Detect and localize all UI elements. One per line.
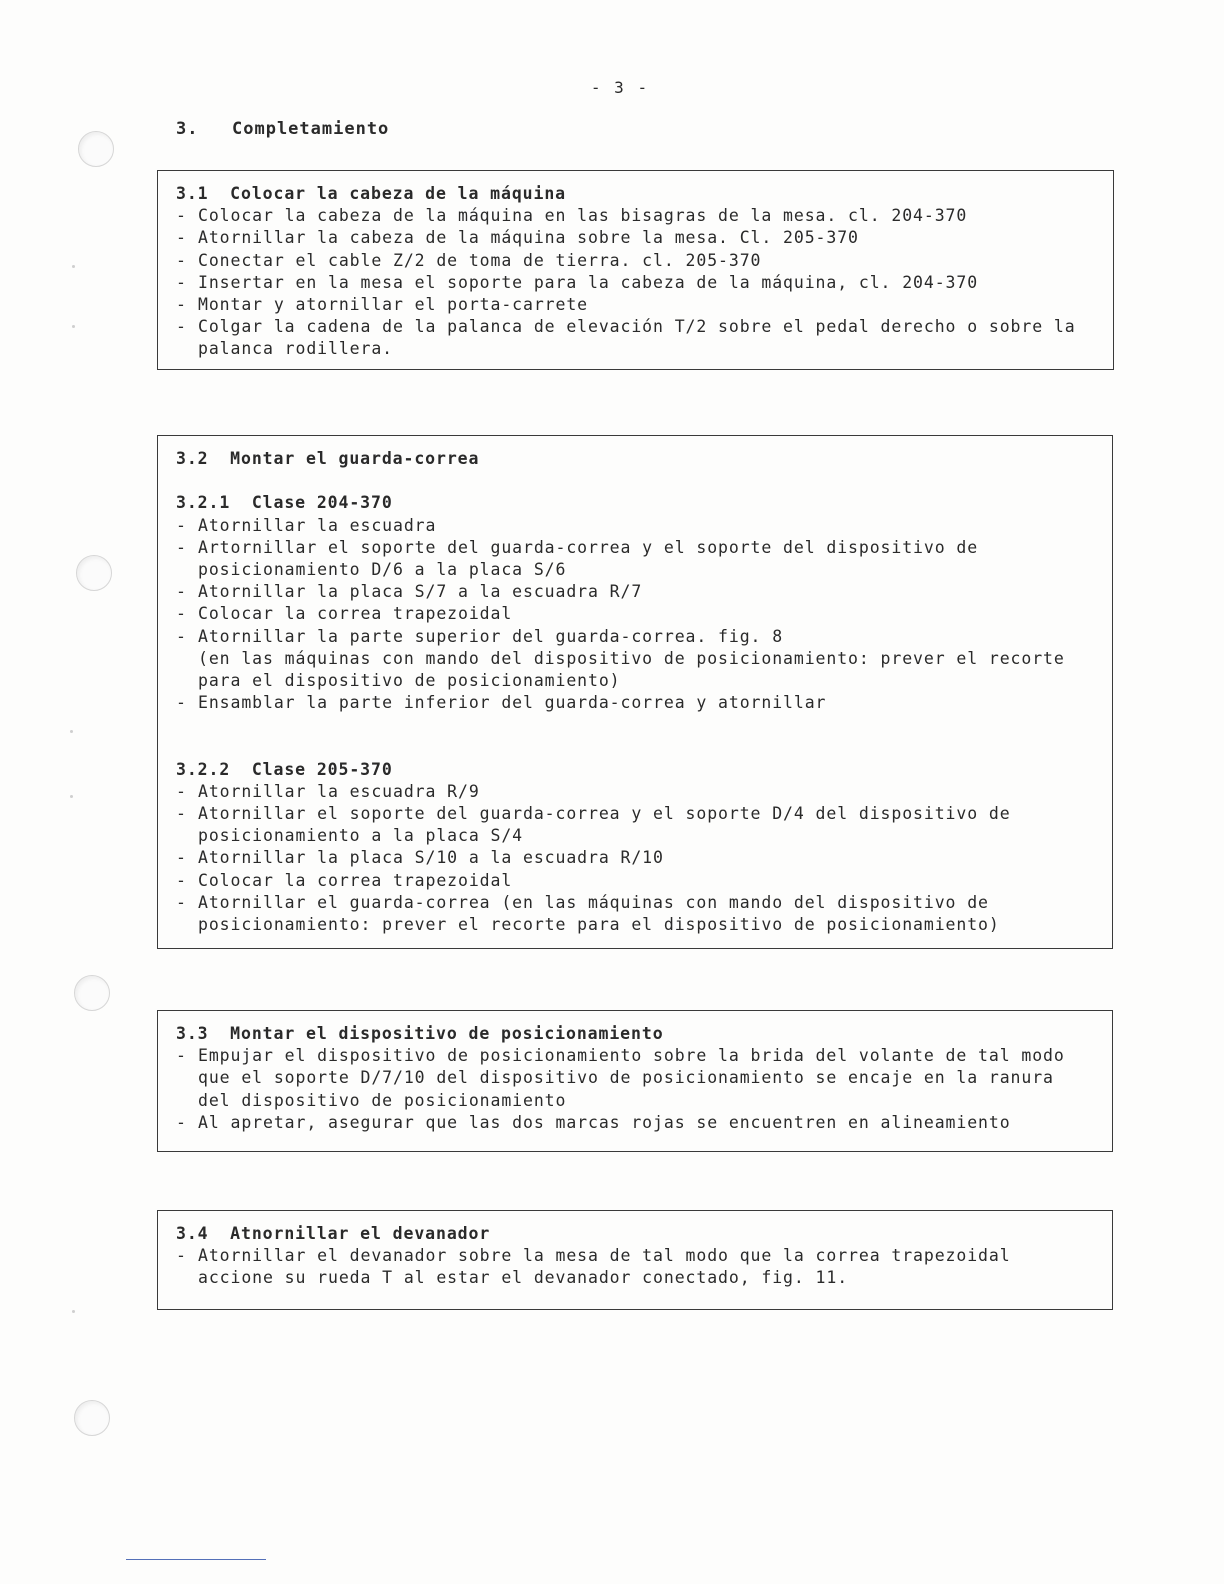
binder-hole <box>78 131 114 167</box>
scan-speck <box>72 1310 75 1313</box>
list-item: - Atornillar el soporte del guarda-correa y el soporte D/4 del dispositivo de <box>176 804 1011 824</box>
list-item: - Atornillar la placa S/7 a la escuadra R/7 <box>176 582 643 602</box>
list-item: - Atornillar la placa S/10 a la escuadra R/10 <box>176 848 664 868</box>
list-item: - Colocar la correa trapezoidal <box>176 604 513 624</box>
list-item-continuation: del dispositivo de posicionamiento <box>198 1090 567 1110</box>
section-heading: 3.3 Montar el dispositivo de posicionamiento <box>176 1024 664 1043</box>
footnote-rule <box>126 1559 266 1560</box>
list-item-continuation: (en las máquinas con mando del dispositivo de posicionamiento: prever el recorte <box>198 648 1065 668</box>
scan-speck <box>72 325 75 328</box>
section-3-1-box <box>157 170 1114 370</box>
list-item: - Atornillar la cabeza de la máquina sobre la mesa. Cl. 205-370 <box>176 228 859 248</box>
list-item-continuation: posicionamiento a la placa S/4 <box>198 826 524 846</box>
list-item: - Atornillar el devanador sobre la mesa de tal modo que la correa trapezoidal <box>176 1246 1011 1266</box>
subsection-heading: 3.2.1 Clase 204-370 <box>176 493 393 513</box>
list-item-continuation: posicionamiento: prever el recorte para el dispositivo de posicionamiento) <box>198 914 1000 934</box>
list-item-continuation: accione su rueda T al estar el devanador conectado, fig. 11. <box>198 1268 849 1288</box>
section-heading: 3.1 Colocar la cabeza de la máquina <box>176 184 567 203</box>
chapter-number: 3. <box>176 119 199 139</box>
scan-speck <box>70 730 73 733</box>
list-item: - Artornillar el soporte del guarda-correa y el soporte del dispositivo de <box>176 537 979 557</box>
list-item: - Insertar en la mesa el soporte para la cabeza de la máquina, cl. 204-370 <box>176 272 979 292</box>
binder-hole <box>74 1400 110 1436</box>
scan-speck <box>70 795 73 798</box>
list-item: - Atornillar la escuadra R/9 <box>176 781 480 801</box>
list-item: - Colocar la cabeza de la máquina en las bisagras de la mesa. cl. 204-370 <box>176 206 968 226</box>
binder-hole <box>76 555 112 591</box>
subsection-heading: 3.2.2 Clase 205-370 <box>176 759 393 779</box>
page-number: - 3 - <box>590 78 650 97</box>
section-3-2-box <box>157 435 1113 949</box>
list-item: - Colocar la correa trapezoidal <box>176 870 513 890</box>
list-item: - Ensamblar la parte inferior del guarda-correa y atornillar <box>176 693 827 713</box>
scan-speck <box>72 265 75 268</box>
list-item: - Atornillar el guarda-correa (en las máquinas con mando del dispositivo de <box>176 892 989 912</box>
list-item-continuation: que el soporte D/7/10 del dispositivo de posicionamiento se encaje en la ranura <box>198 1068 1054 1088</box>
list-item-continuation: posicionamiento D/6 a la placa S/6 <box>198 559 567 579</box>
binder-hole <box>74 975 110 1011</box>
list-item: - Al apretar, asegurar que las dos marcas rojas se encuentren en alineamiento <box>176 1112 1011 1132</box>
list-item: - Montar y atornillar el porta-carrete <box>176 294 589 314</box>
list-item-continuation: para el dispositivo de posicionamiento) <box>198 670 621 690</box>
list-item: - Colgar la cadena de la palanca de elevación T/2 sobre el pedal derecho o sobre la <box>176 317 1076 337</box>
list-item: - Atornillar la parte superior del guarda-correa. fig. 8 <box>176 626 784 646</box>
chapter-heading <box>176 119 389 139</box>
chapter-title: Completamiento <box>232 119 390 139</box>
section-3-3-box <box>157 1010 1113 1152</box>
section-3-4-box <box>157 1210 1113 1310</box>
list-item-continuation: palanca rodillera. <box>198 339 394 359</box>
list-item: - Empujar el dispositivo de posicionamiento sobre la brida del volante de tal modo <box>176 1046 1065 1066</box>
list-item: - Atornillar la escuadra <box>176 515 437 535</box>
list-item: - Conectar el cable Z/2 de toma de tierra. cl. 205-370 <box>176 250 762 270</box>
section-heading: 3.2 Montar el guarda-correa <box>176 449 480 468</box>
section-heading: 3.4 Atnornillar el devanador <box>176 1224 491 1243</box>
